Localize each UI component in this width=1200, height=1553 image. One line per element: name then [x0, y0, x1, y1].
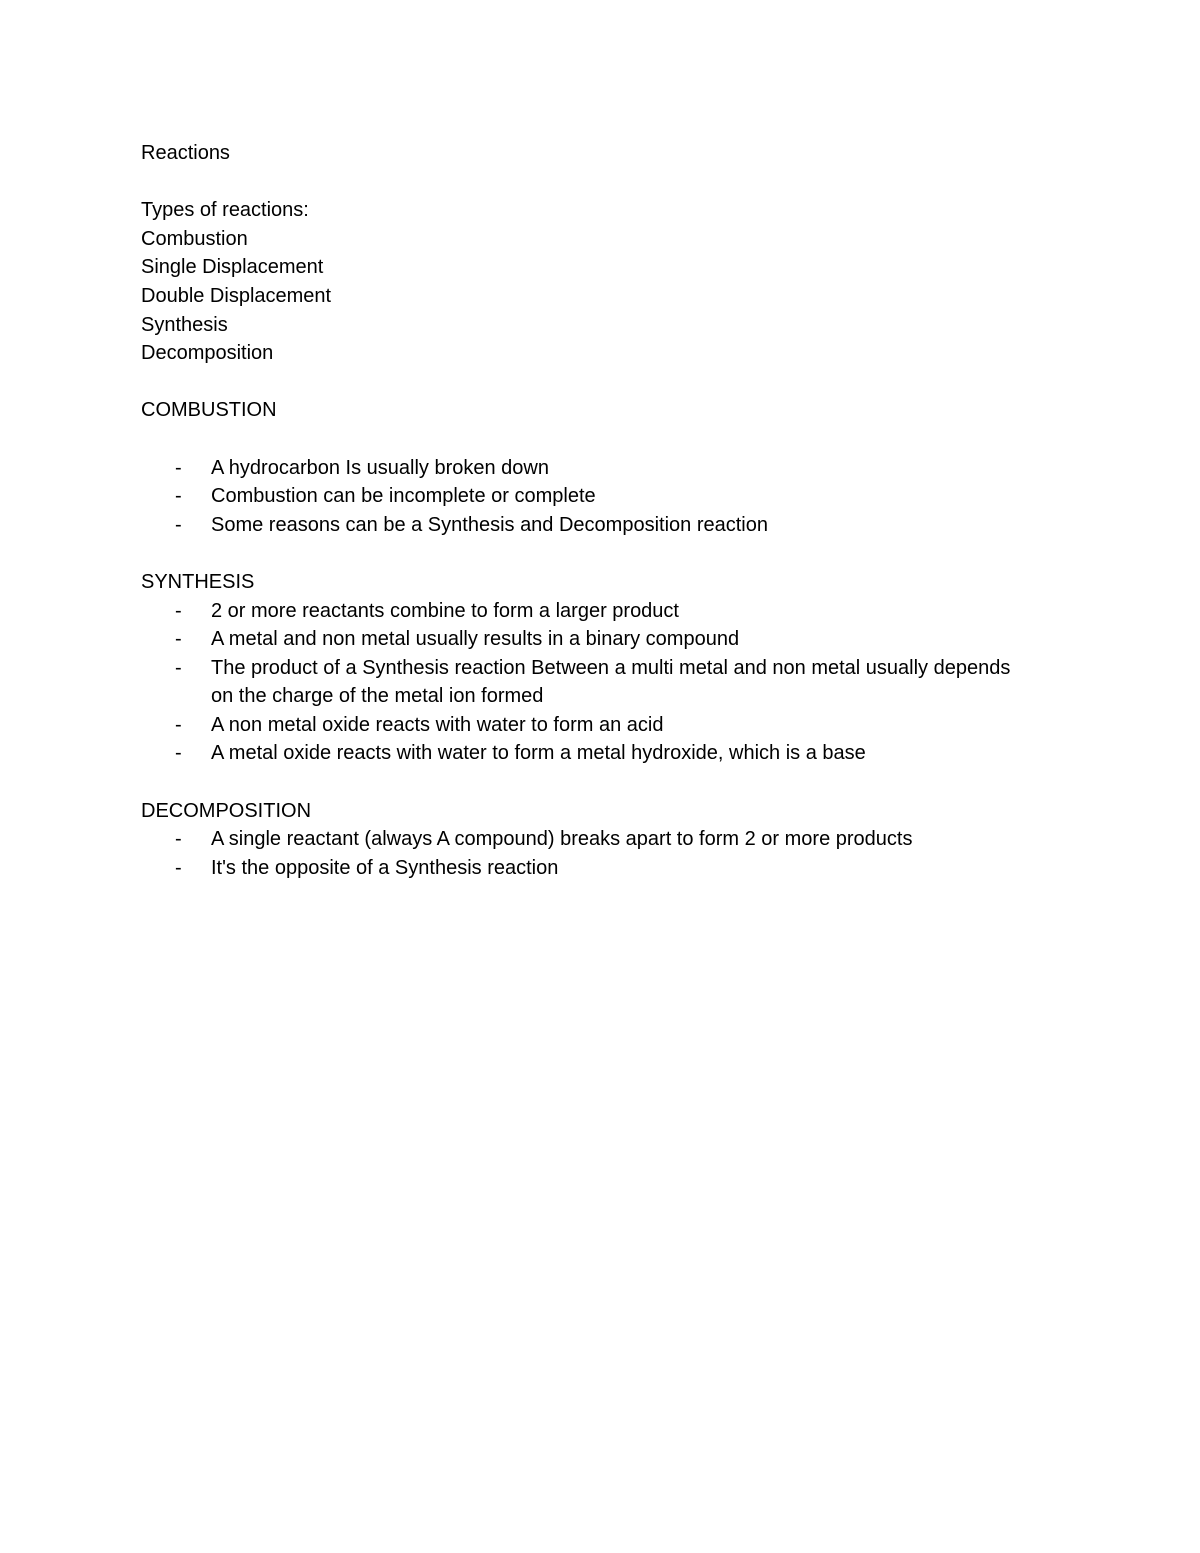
type-item-combustion: Combustion: [141, 227, 248, 250]
bullet-text: Combustion can be incomplete or complete: [211, 485, 596, 508]
type-item-synthesis: Synthesis: [141, 313, 228, 336]
list-item: [141, 739, 1041, 768]
bullet-dash: -: [175, 599, 182, 622]
section-heading-combustion: COMBUSTION: [141, 399, 277, 422]
bullet-text: A hydrocarbon Is usually broken down: [211, 456, 549, 479]
spacer: [141, 425, 1041, 454]
spacer: [141, 368, 1041, 397]
synthesis-bullet-list: [141, 597, 1041, 769]
combustion-section: [141, 396, 1041, 539]
synthesis-section: [141, 568, 1041, 768]
document-body: [141, 139, 1041, 882]
bullet-dash: -: [175, 628, 182, 651]
bullet-text: A metal oxide reacts with water to form a metal hydroxide, which is a base: [211, 742, 866, 765]
list-item: [141, 654, 1041, 711]
type-item-decomposition: Decomposition: [141, 342, 274, 365]
list-item: [141, 482, 1041, 511]
bullet-text: It's the opposite of a Synthesis reaction: [211, 856, 559, 879]
bullet-dash: -: [175, 742, 182, 765]
bullet-dash: -: [175, 456, 182, 479]
list-item: [141, 511, 1041, 540]
list-item: [141, 825, 1041, 854]
decomposition-section: [141, 797, 1041, 883]
list-item: [141, 711, 1041, 740]
spacer: [141, 168, 1041, 197]
list-item: [141, 454, 1041, 483]
document-title: Reactions: [141, 142, 230, 164]
list-item: [141, 625, 1041, 654]
types-heading: Types of reactions:: [141, 199, 309, 222]
bullet-dash: -: [175, 713, 182, 736]
section-heading-decomposition: DECOMPOSITION: [141, 799, 312, 822]
bullet-text: The product of a Synthesis reaction Between a multi metal and non metal usually depends on the charge of the metal ion formed: [211, 656, 1011, 708]
type-item-single-displacement: Single Displacement: [141, 256, 324, 279]
bullet-dash: -: [175, 856, 182, 879]
bullet-text: A metal and non metal usually results in a binary compound: [211, 628, 740, 651]
section-heading-synthesis: SYNTHESIS: [141, 570, 255, 593]
spacer: [141, 768, 1041, 797]
spacer: [141, 539, 1041, 568]
decomposition-bullet-list: [141, 825, 1041, 882]
bullet-dash: -: [175, 485, 182, 508]
bullet-dash: -: [175, 828, 182, 851]
type-item-double-displacement: Double Displacement: [141, 284, 332, 307]
list-item: [141, 854, 1041, 883]
combustion-bullet-list: [141, 454, 1041, 540]
bullet-dash: -: [175, 513, 182, 536]
bullet-text: 2 or more reactants combine to form a larger product: [211, 599, 679, 622]
bullet-text: A single reactant (always A compound) breaks apart to form 2 or more products: [211, 828, 913, 851]
bullet-text: A non metal oxide reacts with water to form an acid: [211, 713, 664, 736]
bullet-dash: -: [175, 656, 182, 679]
bullet-text: Some reasons can be a Synthesis and Decomposition reaction: [211, 513, 768, 536]
types-list: [141, 225, 1041, 368]
list-item: [141, 597, 1041, 626]
